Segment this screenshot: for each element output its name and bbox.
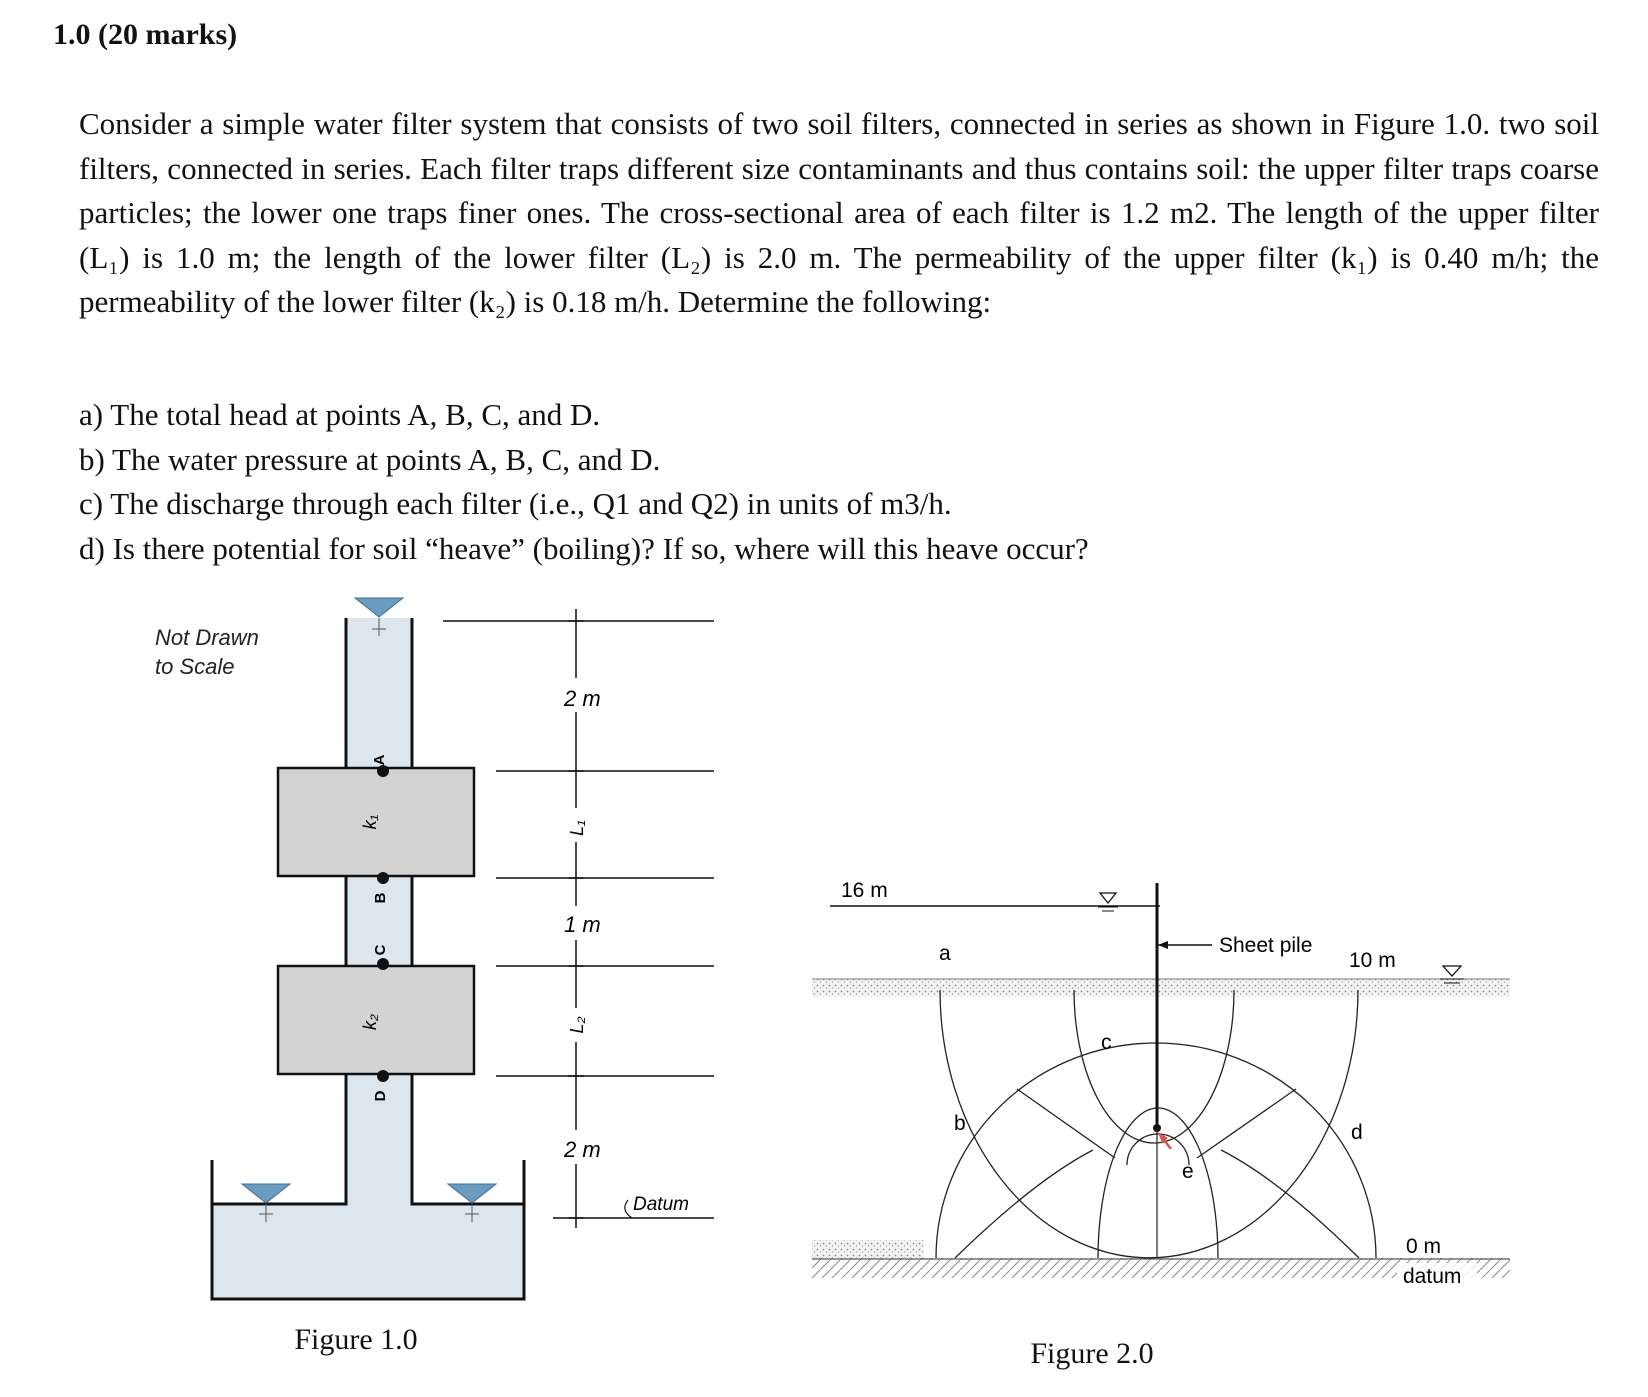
sheet-pile-arrow-icon	[1158, 941, 1168, 949]
question-paragraph: Consider a simple water filter system that consists of two soil filters, connected in series as shown in Figure 1.0. two soil filters, connected in series. Each filter traps different size contaminants and thus contains soil: the upper filter traps coarse particles; the lower one traps finer ones. The cross-sectional area of each filter is 1.2 m2. The length of the upper filter (L₁) is 1.0 m; the length of the lower filter (L₂) is 2.0 m. The permeability of the upper filter (k₁) is 0.40 m/h; the permeability of the lower filter (k₂) is 0.18 m/h. Determine the following:	[79, 106, 1599, 319]
question-item-b: b) The water pressure at points A, B, C, and D.	[79, 441, 661, 477]
question-title: 1.0 (20 marks)	[53, 18, 238, 51]
dim-top-label: 2 m	[564, 686, 601, 711]
column-left-wall	[212, 618, 346, 1204]
upstream-water-level-icon	[1098, 893, 1118, 911]
label-a: a	[939, 942, 951, 965]
base-sand-patch	[812, 1240, 924, 1258]
label-e: e	[1182, 1160, 1194, 1183]
sheet-pile-label: Sheet pile	[1219, 934, 1313, 957]
figure-1-caption: Figure 1.0	[294, 1323, 418, 1356]
equipotential-right-lower	[1221, 1150, 1359, 1258]
ground-surface	[812, 978, 1510, 997]
k2-label: k₂	[360, 1014, 380, 1030]
tank-water	[212, 1204, 524, 1298]
equipotential-right-upper	[1197, 1089, 1296, 1158]
point-b-label: B	[372, 892, 389, 904]
point-c-marker	[377, 958, 389, 970]
label-c: c	[1101, 1031, 1112, 1054]
not-to-scale-line1: Not Drawn	[155, 625, 259, 650]
not-to-scale-line2: to Scale	[155, 654, 235, 679]
equipotential-left-upper	[1017, 1089, 1115, 1158]
outer-flow-line	[940, 990, 1358, 1258]
datum-2-label: datum	[1403, 1265, 1462, 1288]
column-water	[346, 618, 412, 1208]
point-c-label: C	[372, 944, 389, 956]
k1-label: k₁	[360, 814, 380, 830]
dim-mid-label: 1 m	[564, 912, 601, 937]
question-item-a: a) The total head at points A, B, C, and D.	[79, 397, 601, 432]
head-right-label: 10 m	[1349, 949, 1396, 972]
inner-flow-line	[1074, 990, 1234, 1143]
figure-1	[155, 598, 714, 1356]
zero-label: 0 m	[1406, 1235, 1442, 1258]
dim-l1-label: L₁	[567, 820, 587, 836]
datum-pointer	[625, 1200, 632, 1218]
point-b-marker	[377, 872, 389, 884]
dim-bottom-label: 2 m	[564, 1137, 601, 1162]
datum-label: Datum	[633, 1194, 689, 1215]
figure-2-caption: Figure 2.0	[1030, 1337, 1154, 1370]
point-a-label: A	[371, 754, 388, 766]
dim-l2-label: L₂	[567, 1016, 587, 1034]
point-d-label: D	[372, 1090, 389, 1102]
point-a-marker	[377, 765, 389, 777]
label-b: b	[954, 1112, 966, 1135]
figure-2	[812, 879, 1510, 1370]
label-d: d	[1351, 1121, 1363, 1144]
question-item-d: d) Is there potential for soil “heave” (boiling)? If so, where will this heave occur?	[79, 530, 1089, 566]
question-item-c: c) The discharge through each filter (i.e., Q1 and Q2) in units of m3/h.	[79, 486, 952, 521]
column-right-wall	[412, 618, 524, 1204]
head-left-label: 16 m	[841, 879, 888, 902]
point-d-marker	[377, 1070, 389, 1082]
